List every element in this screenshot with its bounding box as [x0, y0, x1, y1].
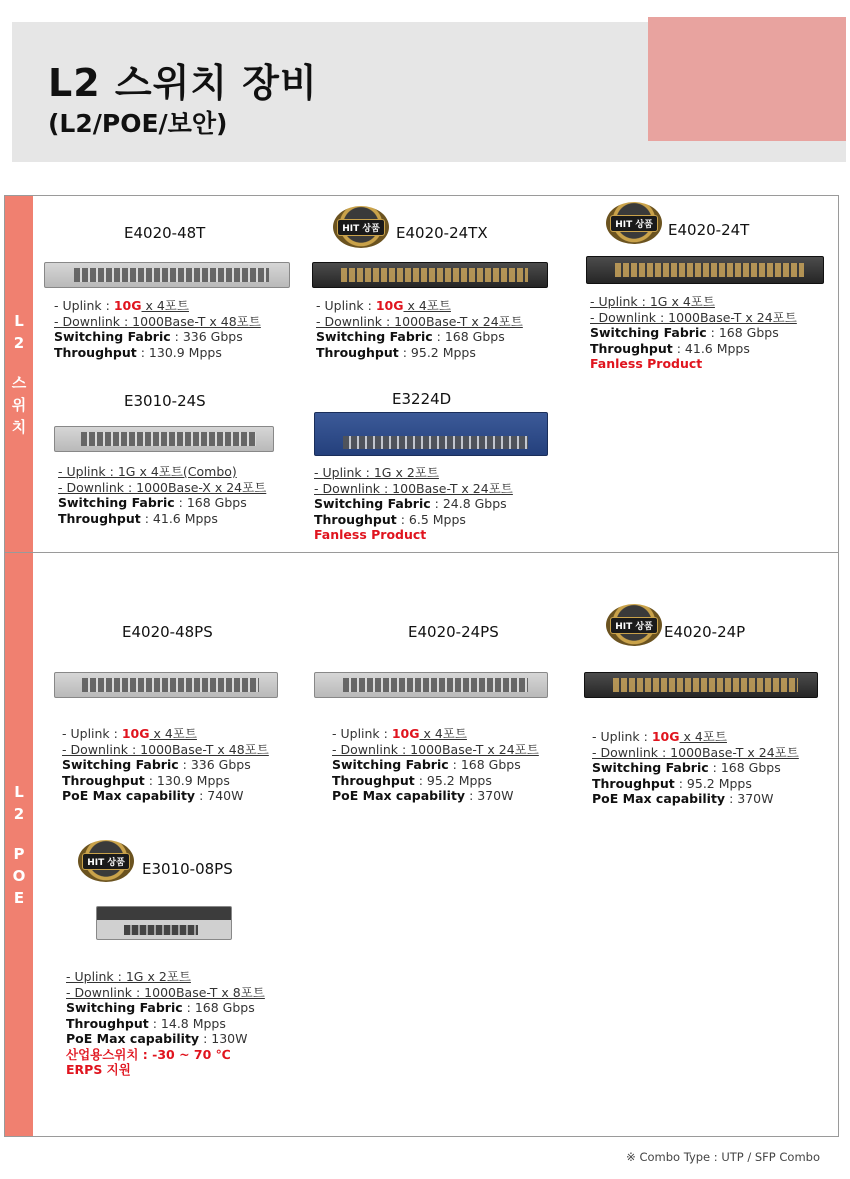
- product-title-e3224d: E3224D: [392, 390, 452, 408]
- product-title-e4020-48t: E4020-48T: [124, 224, 206, 242]
- product-title-e3010-08ps: E3010-08PS: [142, 860, 233, 878]
- product-title-e4020-24ps: E4020-24PS: [408, 623, 499, 641]
- tab-char: 2: [13, 804, 25, 823]
- page-header: [12, 22, 846, 162]
- section-tab-l2-poe: [5, 553, 33, 1136]
- tab-char: 스: [11, 374, 27, 392]
- product-image-e4020-24t: [586, 256, 824, 284]
- product-title-e3010-24s: E3010-24S: [124, 392, 206, 410]
- product-specs-e4020-24tx: - Uplink : 10G x 4포트 - Downlink : 1000Base-T x 24포트 Switching Fabric : 168 Gbps Throughput : 95.2 Mpps: [316, 298, 523, 360]
- product-image-e3010-24s: [54, 426, 274, 452]
- tab-char: O: [12, 866, 26, 885]
- product-specs-e3010-24s: - Uplink : 1G x 4포트(Combo) - Downlink : 1000Base-X x 24포트 Switching Fabric : 168 Gbps Throughput : 41.6 Mpps: [58, 464, 267, 526]
- section-tab-l2-switch: [5, 196, 33, 552]
- product-image-e4020-48t: [44, 262, 290, 288]
- tab-char: 치: [11, 418, 27, 436]
- tab-char: 2: [13, 334, 25, 352]
- page-subtitle: (L2/POE/보안): [48, 109, 228, 138]
- page-title: L2 스위치 장비: [48, 61, 318, 105]
- tab-char: L: [14, 312, 24, 330]
- tab-char: 위: [11, 396, 27, 414]
- product-image-e4020-24ps: [314, 672, 548, 698]
- product-image-e4020-24p: [584, 672, 818, 698]
- fanless-note: Fanless Product: [314, 527, 427, 542]
- product-specs-e3224d: - Uplink : 1G x 2포트 - Downlink : 100Base-T x 24포트 Switching Fabric : 24.8 Gbps Throughput : 6.5 Mpps Fanless Product: [314, 465, 513, 542]
- product-title-e4020-24t: E4020-24T: [668, 221, 750, 239]
- fanless-note: Fanless Product: [590, 356, 703, 371]
- hit-badge-icon: HIT 상품: [78, 840, 134, 882]
- product-specs-e3010-08ps: - Uplink : 1G x 2포트 - Downlink : 1000Base-T x 8포트 Switching Fabric : 168 Gbps Throughput : 14.8 Mpps PoE Max capability : 130W 산업용스위치 : -30 ~ 70 ℃ ERPS 지원: [66, 969, 265, 1077]
- tab-char: L: [14, 782, 24, 801]
- section-divider: [4, 552, 839, 553]
- product-title-e4020-24tx: E4020-24TX: [396, 224, 488, 242]
- hit-badge-icon: HIT 상품: [333, 206, 389, 248]
- tab-char: E: [13, 888, 25, 907]
- product-image-e4020-24tx: [312, 262, 548, 288]
- product-image-e4020-48ps: [54, 672, 278, 698]
- product-specs-e4020-48ps: - Uplink : 10G x 4포트 - Downlink : 1000Base-T x 48포트 Switching Fabric : 336 Gbps Throughput : 130.9 Mpps PoE Max capability : 740W: [62, 726, 269, 803]
- header-accent-block: [648, 17, 846, 141]
- tab-char: P: [13, 844, 25, 863]
- product-title-e4020-24p: E4020-24P: [664, 623, 746, 641]
- product-specs-e4020-24ps: - Uplink : 10G x 4포트 - Downlink : 1000Base-T x 24포트 Switching Fabric : 168 Gbps Throughput : 95.2 Mpps PoE Max capability : 370W: [332, 726, 539, 803]
- footnote: ※ Combo Type : UTP / SFP Combo: [626, 1150, 820, 1164]
- industrial-note: 산업용스위치 : -30 ~ 70 ℃: [66, 1046, 231, 1062]
- hit-badge-icon: HIT 상품: [606, 202, 662, 244]
- product-title-e4020-48ps: E4020-48PS: [122, 623, 213, 641]
- product-specs-e4020-24p: - Uplink : 10G x 4포트 - Downlink : 1000Base-T x 24포트 Switching Fabric : 168 Gbps Throughput : 95.2 Mpps PoE Max capability : 370W: [592, 729, 799, 806]
- product-specs-e4020-24t: - Uplink : 1G x 4포트 - Downlink : 1000Base-T x 24포트 Switching Fabric : 168 Gbps Throughput : 41.6 Mpps Fanless Product: [590, 294, 797, 371]
- erps-note: ERPS 지원: [66, 1062, 131, 1077]
- product-image-e3010-08ps: [96, 906, 232, 940]
- product-specs-e4020-48t: - Uplink : 10G x 4포트 - Downlink : 1000Base-T x 48포트 Switching Fabric : 336 Gbps Throughput : 130.9 Mpps: [54, 298, 261, 360]
- product-image-e3224d: [314, 412, 548, 456]
- hit-badge-icon: HIT 상품: [606, 604, 662, 646]
